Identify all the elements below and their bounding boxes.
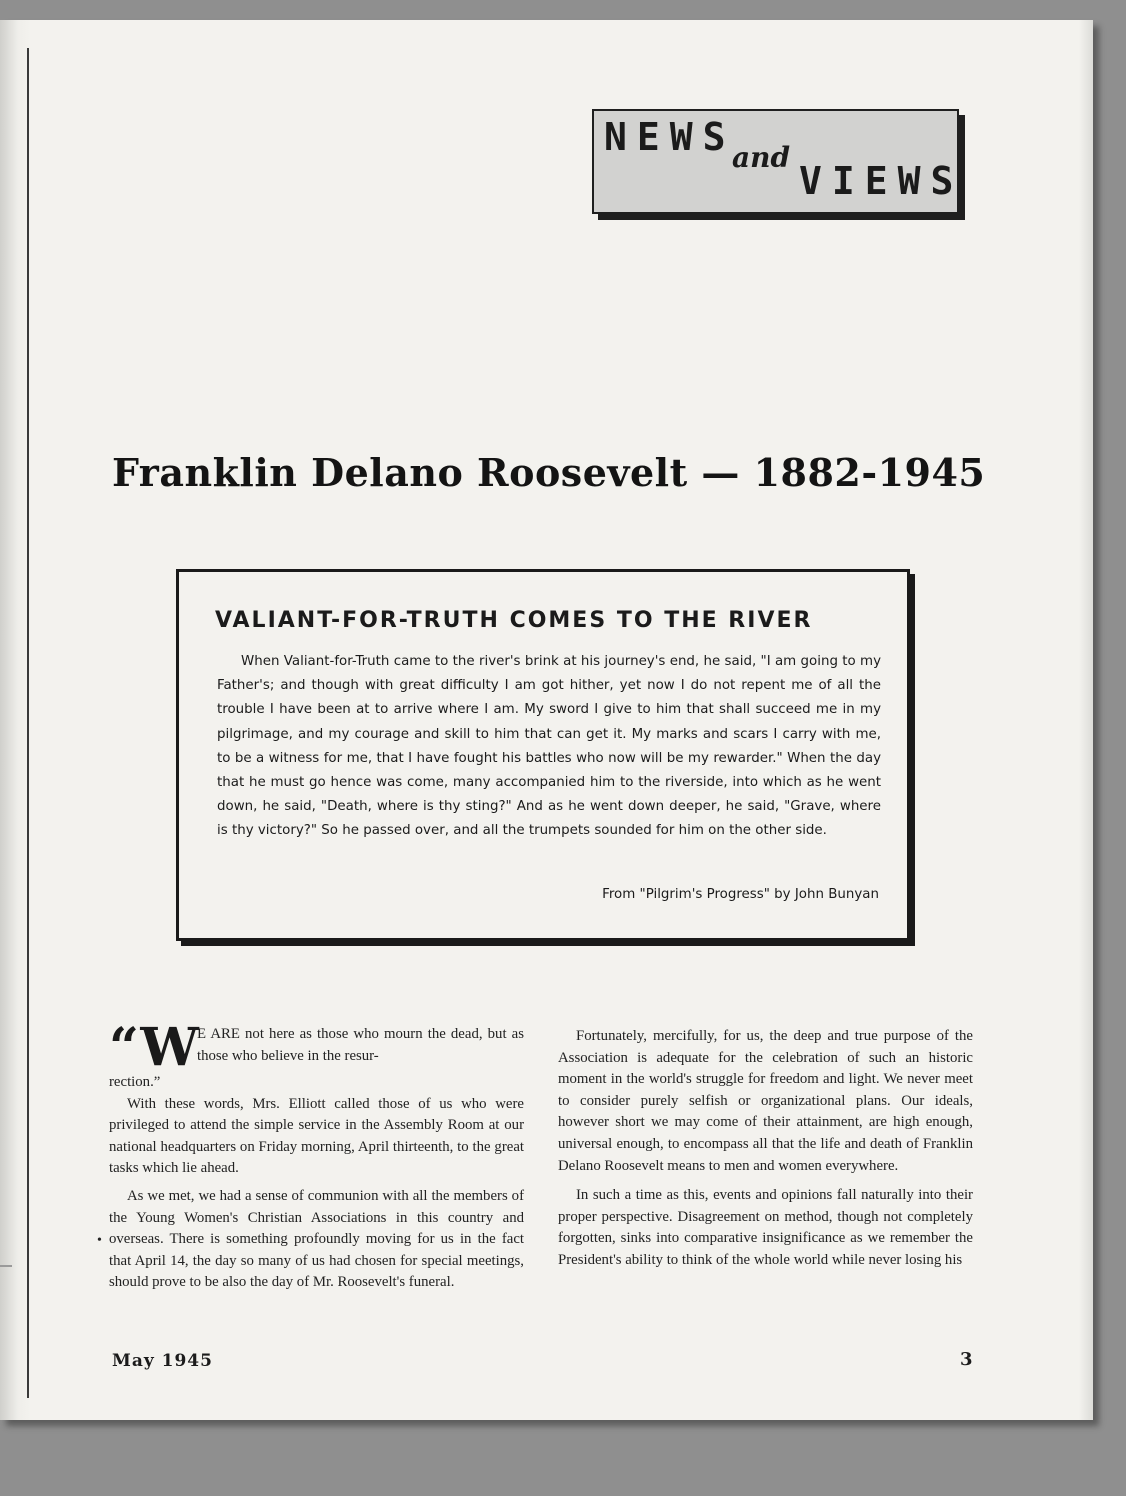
logo-news: NEWS — [604, 115, 736, 159]
logo-and: and — [732, 141, 791, 174]
page-number: 3 — [960, 1349, 973, 1370]
paragraph: Fortunately, mercifully, for us, the deep and true purpose of the Association is adequate for the celebration of such an historic moment in the world's struggle for freedom and light. We never meet to consider purely selfish or organizational plans. Our ideals, however short we may come of their attainment, are high enough, universal enough, to encompass all that the life and death of Franklin Delano Roosevelt means to men and women everywhere. — [558, 1028, 973, 1174]
lead-paragraph — [109, 1017, 524, 1078]
logo-views: VIEWS — [799, 159, 964, 203]
paragraph: With these words, Mrs. Elliott called those of us who were privileged to attend the simple service in the Assembly Room at our national headquarters on Friday morning, April thirteenth, to the great tasks which lie ahead. — [109, 1095, 524, 1177]
quote-source: From "Pilgrim's Progress" by John Bunyan — [602, 887, 879, 902]
issue-date: May 1945 — [112, 1351, 213, 1371]
page-edge — [1079, 20, 1093, 1420]
news-and-views-logo — [592, 109, 964, 214]
article-column-right — [558, 1026, 973, 1272]
bullet-mark: • — [97, 1233, 102, 1248]
lead-text: E ARE not here as those who mourn the dead, but as those who believe in the resur- — [197, 1026, 524, 1064]
magazine-page — [0, 20, 1093, 1420]
lead-continuation: rection.” — [109, 1074, 161, 1090]
quote-box — [176, 569, 910, 941]
page-spine — [0, 20, 30, 1420]
quote-body: When Valiant-for-Truth came to the river's brink at his journey's end, he said, "I am going to my Father's; and though with great difficulty I am got hither, yet now I do not repent me of all the trouble I have been at to arrive where I am. My sword I give to him that shall succeed me in my pilgrimage, and my courage and skill to him that can get it. My marks and scars I carry with me, to be a witness for me, that I have fought his battles who now will be my rewarder." When the day that he must go hence was come, many accompanied him to the riverside, into which as he went down, he said, "Death, where is thy sting?" And as he went down deeper, he said, "Grave, where is thy victory?" So he passed over, and all the trumpets sounded for him on the other side. — [217, 654, 881, 839]
quote-title: VALIANT-FOR-TRUTH COMES TO THE RIVER — [215, 608, 813, 633]
paragraph: In such a time as this, events and opinions fall naturally into their proper perspective. Disagreement on method, though not completely forgotten, sinks into comparative insignificance as we remember the President's ability to think of the whole world while never losing his — [558, 1187, 973, 1268]
binding-line — [27, 48, 29, 1398]
page-title: Franklin Delano Roosevelt — 1882-1945 — [112, 450, 986, 495]
drop-cap: “W — [109, 1017, 199, 1078]
margin-mark — [0, 1265, 12, 1267]
paragraph: As we met, we had a sense of communion with all the members of the Young Women's Christian Associations in this country and overseas. There is something profoundly moving for us in the fact that April 14, the day so many of us had chosen for special meetings, should prove to be also the day of Mr. Roosevelt's funeral. — [109, 1187, 524, 1291]
article-column-left — [109, 1017, 524, 1294]
